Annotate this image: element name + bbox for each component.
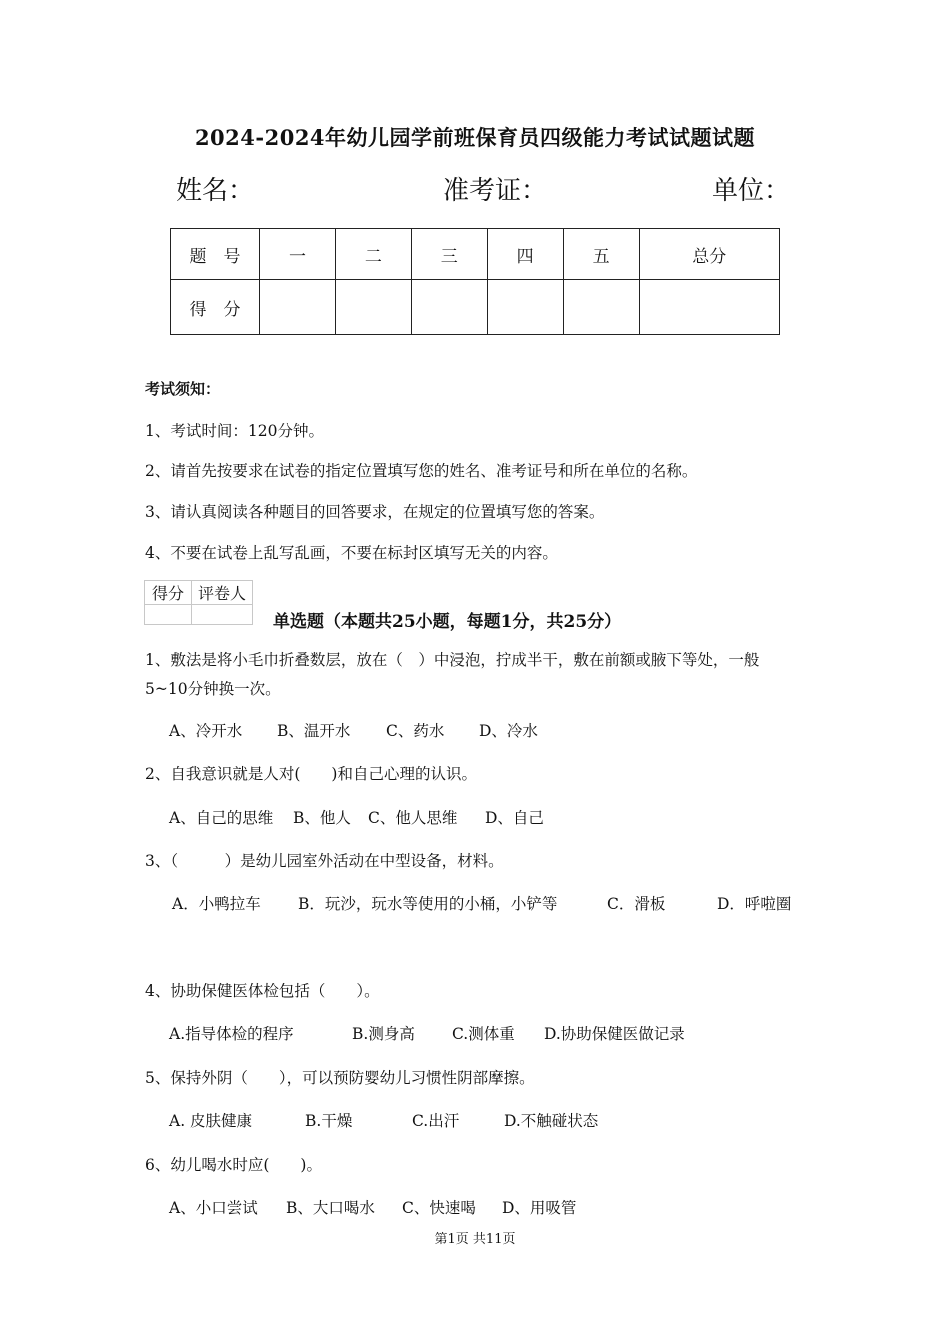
grader-name-cell [192,605,253,625]
document-title: 2024-2024年幼儿园学前班保育员四级能力考试试题试题 [194,125,756,150]
option: D、自己 [485,809,544,827]
grader-score-cell [145,605,192,625]
score-cell [563,280,639,335]
option: D.不触碰状态 [504,1112,599,1130]
score-table-column: 五 [563,229,639,280]
option: A. 皮肤健康 [169,1112,253,1130]
score-table-column: 四 [487,229,563,280]
option: A、自己的思维 [169,809,274,827]
option: B、温开水 [277,722,351,740]
exam-id-field-label: 准考证： [443,176,548,206]
option: B、他人 [293,809,351,827]
option: D．呼啦圈 [717,895,792,913]
question-stem: 4、协助保健医体检包括（ ）。 [145,982,380,1000]
grader-score-label: 得分 [145,581,192,605]
score-table-column: 一 [260,229,336,280]
option: D、冷水 [479,722,538,740]
option: A.指导体检的程序 [169,1025,294,1043]
score-table-header-row [171,229,780,280]
score-cell [487,280,563,335]
question-stem-continued: 5~10分钟换一次。 [145,680,281,698]
grader-name-label: 评卷人 [192,581,253,605]
score-cell [411,280,487,335]
option: A、小口尝试 [169,1199,258,1217]
question-stem: 6、幼儿喝水时应( )。 [145,1156,322,1174]
option: B．玩沙，玩水等使用的小桶，小铲等 [298,895,558,913]
option: C.出汗 [412,1112,460,1130]
option: B、大口喝水 [286,1199,375,1217]
notice-item: 3、请认真阅读各种题目的回答要求，在规定的位置填写您的答案。 [145,503,605,521]
score-table-row-header: 题 号 [171,229,260,280]
score-table-column: 总分 [639,229,779,280]
option: C、药水 [386,722,445,740]
page-footer: 第1页 共11页 [434,1232,516,1247]
score-table-row-header: 得 分 [171,280,260,335]
score-table-column: 二 [335,229,411,280]
question-stem: 3、（ ）是幼儿园室外活动在中型设备，材料。 [145,852,504,870]
option: D.协助保健医做记录 [544,1025,685,1043]
question-stem: 1、敷法是将小毛巾折叠数层，放在（ ）中浸泡，拧成半干，敷在前额或腋下等处，一般 [145,651,760,669]
option: B.测身高 [352,1025,415,1043]
option: C．滑板 [607,895,666,913]
section-title: 单选题（本题共25小题，每题1分，共25分） [273,612,622,632]
notice-item: 1、考试时间：120分钟。 [145,422,324,440]
score-cell [639,280,779,335]
score-cell [260,280,336,335]
option: C.测体重 [452,1025,515,1043]
option: A、冷开水 [169,722,243,740]
grader-box [144,580,253,625]
question-options [169,1022,685,1044]
question-stem: 2、自我意识就是人对( )和自己心理的认识。 [145,765,477,783]
option: A．小鸭拉车 [172,895,261,913]
option: D、用吸管 [502,1199,577,1217]
score-cell [335,280,411,335]
question-options [169,719,538,741]
score-table-column: 三 [411,229,487,280]
unit-field-label: 单位： [712,176,791,206]
notice-heading: 考试须知： [145,380,221,398]
question-options [169,1109,598,1131]
question-stem: 5、保持外阴（ ），可以预防婴幼儿习惯性阴部摩擦。 [145,1069,535,1087]
name-field-label: 姓名： [176,176,255,206]
score-table-score-row [171,280,780,335]
question-options [169,1196,576,1218]
notice-item: 2、请首先按要求在试卷的指定位置填写您的姓名、准考证号和所在单位的名称。 [145,462,698,480]
option: C、他人思维 [368,809,458,827]
option: C、快速喝 [402,1199,476,1217]
option: B.干燥 [305,1112,353,1130]
question-options [169,806,544,828]
question-options [172,892,791,914]
notice-item: 4、不要在试卷上乱写乱画，不要在标封区填写无关的内容。 [145,544,558,562]
score-table [170,228,780,335]
